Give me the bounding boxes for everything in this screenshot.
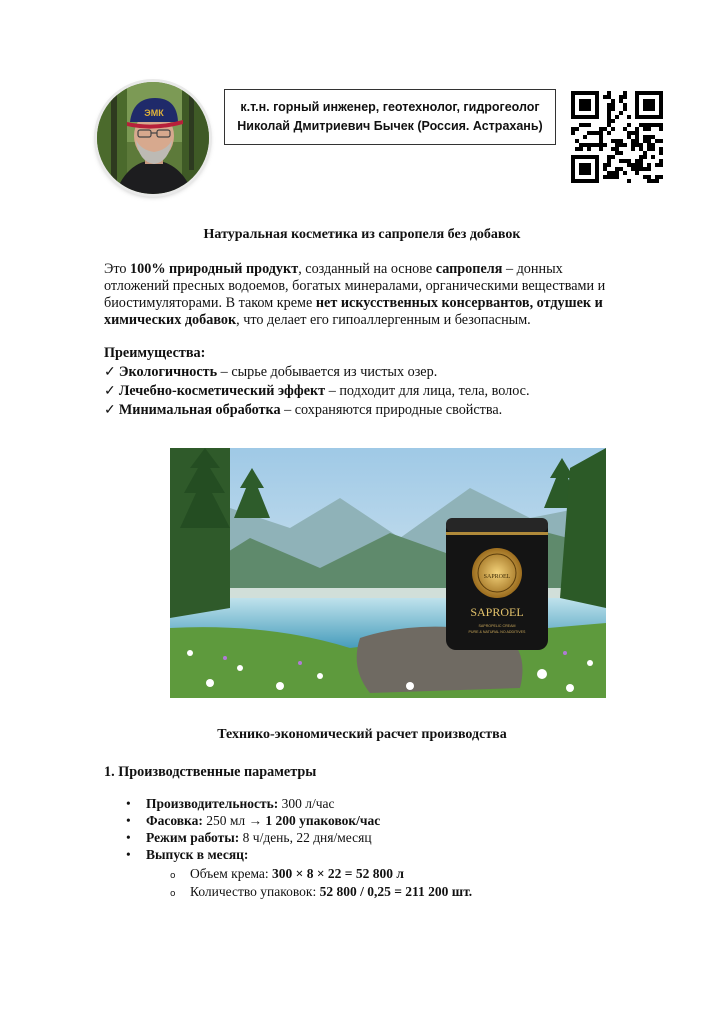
advantage-item: ✓ Минимальная обработка – сохраняются природные свойства. xyxy=(104,402,503,418)
checkmark-icon: ✓ xyxy=(104,383,116,399)
advantages-heading: Преимущества: xyxy=(104,345,206,361)
checkmark-icon: ✓ xyxy=(104,364,116,380)
list-item: • Режим работы: 8 ч/день, 22 дня/месяц xyxy=(126,830,372,845)
qr-code[interactable] xyxy=(571,91,663,183)
product-landscape-image xyxy=(170,448,606,698)
author-photo xyxy=(97,82,209,194)
bullet-icon: • xyxy=(126,813,131,828)
advantage-item: ✓ Экологичность – сырье добывается из чистых озер. xyxy=(104,364,438,380)
bullet-icon: • xyxy=(126,796,131,811)
author-name: Николай Дмитриевич Бычек (Россия. Астрахань) xyxy=(237,119,543,133)
sub-list-item: o Количество упаковок: 52 800 / 0,25 = 211 200 шт. xyxy=(170,884,473,899)
brand-small: SAPROEL xyxy=(483,574,511,580)
circle-bullet-icon: o xyxy=(170,889,176,899)
section-heading-parameters: 1. Производственные параметры xyxy=(104,764,317,780)
author-info-box xyxy=(224,89,556,145)
cream-jar xyxy=(446,518,548,650)
sub-list-item: o Объем крема: 300 × 8 × 22 = 52 800 л xyxy=(170,866,404,881)
section-title-economics: Технико-экономический расчет производства xyxy=(217,727,507,742)
list-item: • Фасовка: 250 мл → 1 200 упаковок/час xyxy=(126,813,381,828)
bullet-icon: • xyxy=(126,847,131,862)
section-title-cosmetics: Натуральная косметика из сапропеля без добавок xyxy=(203,227,521,242)
brand-main: SAPROEL xyxy=(470,605,524,619)
svg-text:ЭМК: ЭМК xyxy=(144,108,164,118)
bullet-icon: • xyxy=(126,830,131,845)
author-credentials: к.т.н. горный инженер, геотехнолог, гидрогеолог xyxy=(240,100,540,114)
label-line-1: SAPROPELIC CREAM xyxy=(478,624,516,628)
intro-paragraph: Это 100% природный продукт, созданный на основе сапропеля – донных отложений пресных водоемов, богатых минералами, органическими веществами и биостимуляторами. В таком креме нет искусственных консервантов, отдушек и химических добавок, что делает его гипоаллергенным и безопасным. xyxy=(104,261,606,328)
circle-bullet-icon: o xyxy=(170,871,176,881)
advantage-item: ✓ Лечебно-косметический эффект – подходит для лица, тела, волос. xyxy=(104,383,530,399)
cap-logo xyxy=(144,108,164,118)
label-line-2: PURE & NATURAL NO ADDITIVES xyxy=(468,630,526,634)
list-item: • Выпуск в месяц: xyxy=(126,847,249,862)
list-item: • Производительность: 300 л/час xyxy=(126,796,335,811)
checkmark-icon: ✓ xyxy=(104,402,116,418)
